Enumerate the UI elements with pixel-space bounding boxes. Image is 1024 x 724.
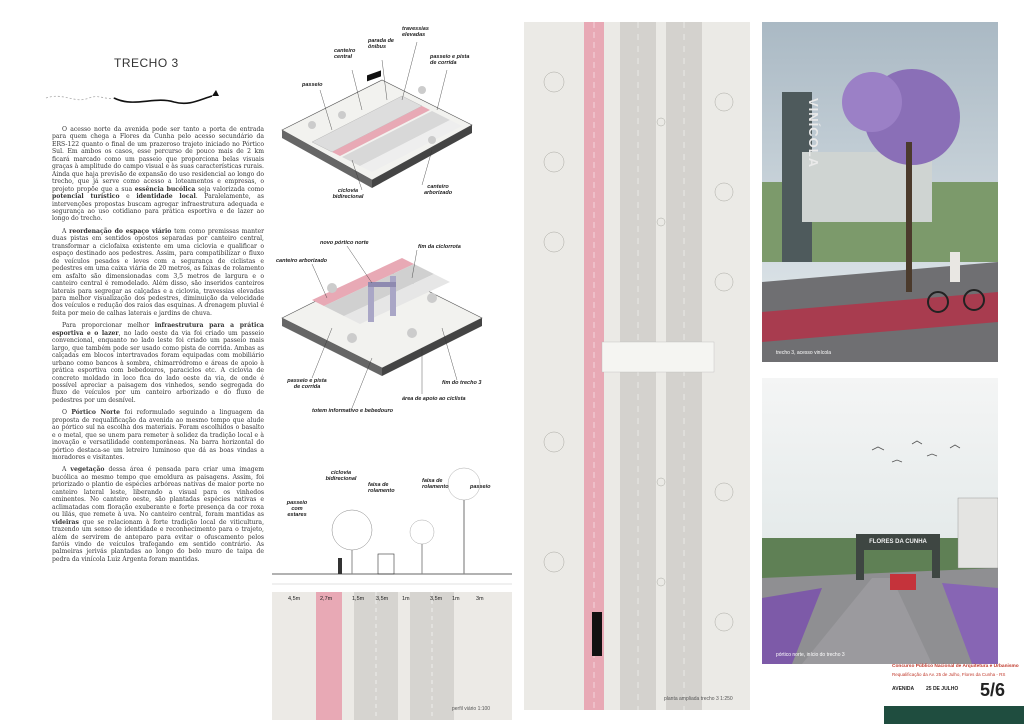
label-canteiro-central: canteiro central xyxy=(334,48,356,60)
label-parada: parada de ônibus xyxy=(368,38,394,50)
label-section-faixa1: faixa de rolamento xyxy=(368,482,395,494)
road-section-profile xyxy=(272,462,512,720)
route-locator-icon xyxy=(44,86,224,116)
dimension-label: 1m xyxy=(452,596,460,602)
footer-logo-date: 25 DE JULHO xyxy=(926,686,959,692)
section-scale: 1:100 xyxy=(477,706,491,712)
render1-sign: VINÍCOLA xyxy=(806,98,821,169)
render1-caption: trecho 3, acesso vinícola xyxy=(776,350,832,356)
label-fim-ciclorrota: fim da ciclorrota xyxy=(418,244,461,250)
render-vinicola xyxy=(762,22,998,362)
dimension-label: 4,5m xyxy=(288,596,301,602)
footer-contest: Concurso Público Nacional de Arquitetura e Urbanismo xyxy=(892,664,1019,669)
footer-band xyxy=(884,706,1024,724)
dimension-label: 3,5m xyxy=(376,596,389,602)
label-fim-trecho: fim do trecho 3 xyxy=(442,380,482,386)
section-caption: perfil viário xyxy=(452,706,477,712)
label-section-faixa2: faixa de rolamento xyxy=(422,478,449,490)
dimension-label: 3m xyxy=(476,596,484,602)
footer-block xyxy=(884,664,1024,724)
page-number: 5/6 xyxy=(980,680,1006,700)
description-text: O acesso norte da avenida pode ser tanto a porta de entrada para quem chega a Flores da Cunha pelo acesso secundário da ERS-122 quanto o final de um prazeroso trajeto iniciado no Pórtico Sul. Em ambos os casos, esse percurso de pouco mais de 2 km ficará marcado como um passeio que proporciona belas visuais graças à amplitude do campo visual e às suas características rurais. Ainda que haja previsão de expansão do uso residencial ao longo do trecho, que já serve como acesso a loteamentos e empresas, o projeto propõe que a sua essência bucólica seja valorizada como potencial turístico e identidade local. Paralelamente, as intervenções propostas buscam agregar infraestrutura adequada e segurança ao uso cotidiano para prática esportiva e de lazer ao longo do trecho. A reordenação do espaço viário tem como premissas manter duas pistas em sentidos opostos separadas por canteiro central, transformar a ciclofaixa existente em uma ciclovia e qualificar o espaço destinado aos pedestres. Assim, para compatibilizar o fluxo de veículos pesados e leves com a segurança de ciclistas e pedestres em uma caixa viária de 20 metros, as faixas de rolamento em asfalto são dimensionadas com 3,5 metros de largura e o canteiro central é remodelado. Além disso, são inseridos canteiros laterais para segregar as calçadas e a ciclovia, travessias elevadas para melhor visualização dos pedestres, diminuição da velocidade dos veículos e redução dos raios das esquinas. A drenagem pluvial é feita por meio de calhas laterais e jardins de chuva. Para proporcionar melhor infraestrutura para a prática esportiva e o lazer, no lado oeste da via foi criado um passeio convencional, enquanto no lado leste foi criado um passeio mais largo, que também pode ser usado como pista de corrida. Ambas as calçadas em blocos intertravados foram equipadas com mobiliário urbano como bancos à sombra, chimarródromo e áreas de apoio à prática esportiva com bebedouros, paraciclos etc. A ciclovia de concreto moldado in loco fica do lado oeste da via, de onde é possível apreciar a paisagem dos vinhedos, sendo segregada do fluxo de veículos por um canteiro arborizado e do fluxo de pedestres por um desnível. O Pórtico Norte foi reformulado seguindo a linguagem da proposta de requalificação da avenida ao mesmo tempo que alude ao pórtico sul na escolha dos materiais. Foram escolhidos o basalto e o metal, que se unem para remeter à solidez da tradição local e à inovação e versatilidade contemporâneas. Na barra horizontal do pórtico destaca-se um letreiro luminoso que dá as boas vindas a moradores e visitantes. A vegetação dessa área é pensada para criar uma imagem bucólica ao mesmo tempo que emoldura as paisagens. Assim, foi priorizado o plantio de espécies arbóreas nativas de maior porte no canteiro lateral leste, liberando a visual para os vinhedos eminentes. No canteiro oeste, são plantadas espécies nativas e aclimatadas com floração exuberante e forte presença da cor roxa ou lilás, que remete à uva. No canteiro central, foram mantidas as videiras que se relacionam à forte tradição local de viticultura, trazendo um senso de identidade e reconhecimento para o trajeto, além de servirem de anteparo para evitar o ofuscamento pelos faróis vindo de veículos trafegando em sentido contrário. As palmeiras jerivás plantadas ao longo do belo muro de taipa de pedra da vinícola Luiz Argenta foram mantidas. xyxy=(52,126,265,563)
label-totem: totem informativo e bebedouro xyxy=(312,408,393,414)
dimension-label: 3,5m xyxy=(430,596,443,602)
enlarged-plan xyxy=(524,22,750,710)
label-canteiro-arborizado: canteiro arborizado xyxy=(423,184,453,196)
dimension-label: 2,7m xyxy=(320,596,333,602)
page-title: TRECHO 3 xyxy=(114,56,179,70)
label-area-apoio: área de apoio ao ciclista xyxy=(402,396,466,402)
label-ciclovia: ciclovia bidirecional xyxy=(332,188,364,200)
label-novo-portico: novo pórtico norte xyxy=(320,240,369,246)
label-passeio-pista-2: passeio e pista de corrida xyxy=(287,378,327,390)
label-section-passeio-estares: passeio com estares xyxy=(286,500,308,518)
footer-logo-avenida: AVENIDA xyxy=(892,686,915,692)
dimension-label: 1,5m xyxy=(352,596,365,602)
label-section-ciclovia: ciclovia bidirecional xyxy=(325,470,357,482)
render2-sign: FLORES DA CUNHA xyxy=(869,539,927,545)
footer-subtitle: Requalificação da Av. 25 de Julho, Flores da Cunha - RS xyxy=(892,672,1006,677)
dimension-label: 1m xyxy=(402,596,410,602)
render-portico-norte xyxy=(762,378,998,664)
render2-caption: pórtico norte, início do trecho 3 xyxy=(776,652,845,658)
plan-caption: planta ampliada trecho 3 xyxy=(664,696,719,702)
label-passeio: passeio xyxy=(302,82,323,88)
label-passeio-pista: passeio e pista de corrida xyxy=(430,54,470,66)
plan-scale: 1:250 xyxy=(720,696,733,702)
axonometric-diagram-1 xyxy=(272,20,512,220)
label-travessias: travessias elevadas xyxy=(402,26,429,38)
label-canteiro-arborizado-2: canteiro arborizado xyxy=(276,258,328,264)
axonometric-diagram-2 xyxy=(272,238,512,418)
label-section-passeio: passeio xyxy=(470,484,491,490)
